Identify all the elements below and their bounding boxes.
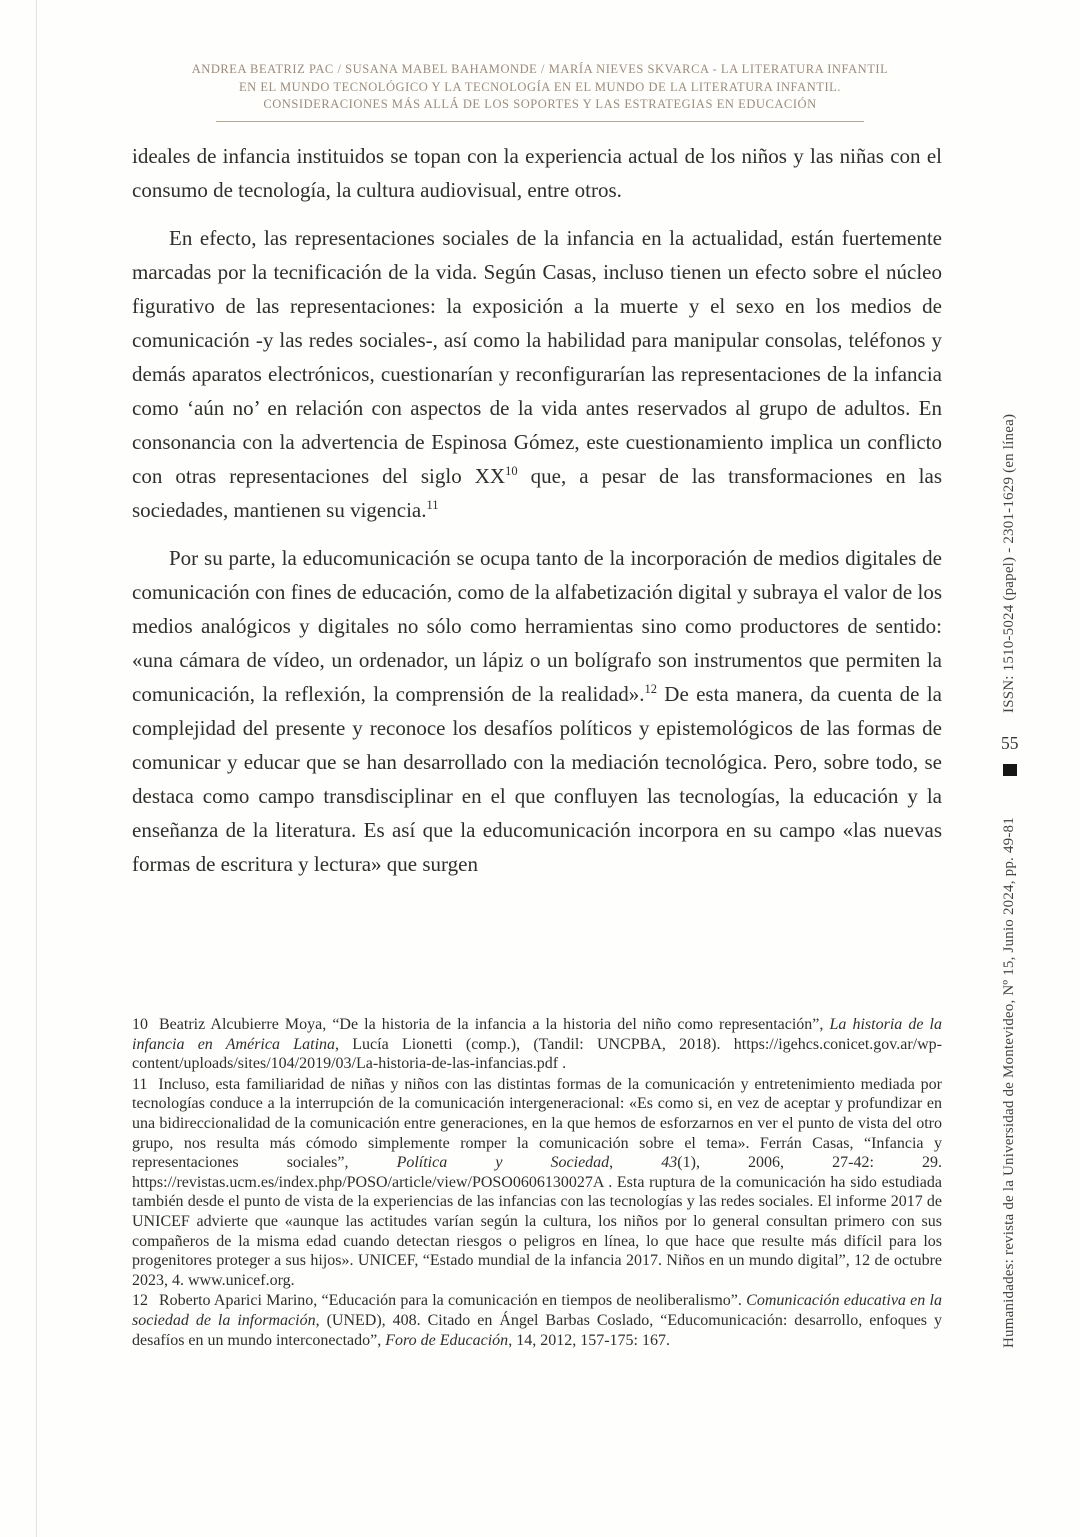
body-paragraph-2 bbox=[132, 221, 942, 527]
running-header bbox=[134, 61, 946, 122]
page-marker-square bbox=[1003, 764, 1017, 776]
footnotes-section bbox=[132, 1015, 942, 1350]
footnote-number: 12 bbox=[132, 1292, 148, 1310]
footnote-italic-title: La historia de la infancia en América Latina bbox=[132, 1016, 943, 1053]
paragraph-text: Por su parte, la educomunicación se ocupa tanto de la incorporación de medios digitales de comunicación con fines de educación, como de la alfabetización digital y subraya el valor de los medios analógicos y digitales no sólo como herramientas sino como productores de sentido: «una cámara de vídeo, un ordenador, un lápiz o un bolígrafo son instrumentos que permiten la comunicación, la reflexión, la comprensión de la realidad». bbox=[132, 546, 942, 706]
header-divider-rule bbox=[216, 121, 864, 122]
footnote-text: , 14, 2012, 157-175: 167. bbox=[508, 1331, 670, 1349]
footnote-ref-12: 12 bbox=[644, 682, 657, 696]
scan-edge-line bbox=[36, 0, 37, 1537]
running-header-line3: CONSIDERACIONES MÁS ALLÁ DE LOS SOPORTES Y LAS ESTRATEGIAS EN EDUCACIÓN bbox=[263, 97, 817, 111]
paragraph-text: que, a pesar de las transformaciones en las sociedades, mantienen su vigencia. bbox=[132, 464, 942, 522]
footnote-italic-title: Política y Sociedad bbox=[396, 1154, 610, 1172]
footnote-number: 11 bbox=[132, 1075, 148, 1093]
footnote-10 bbox=[132, 1015, 942, 1074]
footnote-italic-title: Comunicación educativa en la sociedad de la información bbox=[132, 1292, 942, 1329]
footnote-number: 10 bbox=[132, 1016, 148, 1033]
paragraph-text: En efecto, las representaciones sociales de la infancia en la actualidad, están fuertemente marcadas por la tecnificación de la vida. Según Casas, incluso tienen un efecto sobre el núcleo figurativo de las representaciones: la exposición a la muerte y el sexo en los medios de comunicación -y las redes sociales-, así como la habilidad para manipular consolas, teléfonos y demás aparatos electrónicos, cuestionarían y reconfigurarían las representaciones de la infancia como ‘aún no’ en relación con aspectos de la vida antes reservados al grupo de adultos. En consonancia con la advertencia de Espinosa Gómez, este cuestionamiento implica un conflicto con otras representaciones del siglo XX bbox=[132, 226, 942, 488]
journal-vertical-text: Humanidades: revista de la Universidad de Montevideo, Nº 15, Junio 2024, pp. 49-81 bbox=[1001, 817, 1017, 1348]
running-header-line1: ANDREA BEATRIZ PAC / SUSANA MABEL BAHAMONDE / MARÍA NIEVES SKVARCA - LA LITERATURA INFANTIL bbox=[191, 62, 889, 76]
footnote-text: (1), 2006, 27-42: 29. https://revistas.ucm.es/index.php/POSO/article/view/POSO0606130027A . Esta ruptura de la comunicación ha sido estudiada también desde el punto de vista de la experiencias de las infancias con las tecnologías y las redes sociales. El informe 2017 de UNICEF advierte que «aunque las actitudes varían según la cultura, los niños por lo general consultan primero con sus compañeros de la misma edad cuando detectan riesgos o peligros en línea, lo que hace que resulte más difícil para los progenitores proteger a sus hijos». UNICEF, “Estado mundial de la infancia 2017. Niños en un mundo digital”, 12 de octubre 2023, 4. www.unicef.org. bbox=[132, 1154, 943, 1289]
footnote-text: , Lucía Lionetti (comp.), (Tandil: UNCPBA, 2018). https://igehcs.conicet.gov.ar/wp-content/uploads/sites/104/2019/03/La-historia-de-las-infancias.pdf . bbox=[132, 1035, 942, 1073]
footnote-ref-11: 11 bbox=[426, 498, 439, 512]
footnote-text: Incluso, esta familiaridad de niñas y niños con las distintas formas de la comunicación y entretenimiento mediada por tecnologías conduce a la interrupción de la comunicación intergeneracional: «Es como si, en vez de aceptar y profundizar en una bidireccionalidad de la comunicación entre generaciones, en la que hemos de esforzarnos en ver el punto de vista del otro grupo, nos resulta más cómodo simplemente romper la comunicación sobre el tema». Ferrán Casas, “Infancia y representaciones sociales”, bbox=[132, 1075, 942, 1172]
footnote-text: Beatriz Alcubierre Moya, “De la historia de la infancia a la historia del niño como representación”, bbox=[159, 1016, 830, 1033]
footnote-italic-title: Foro de Educación bbox=[385, 1331, 509, 1349]
footnote-text: , bbox=[609, 1154, 662, 1172]
body-paragraph-3 bbox=[132, 541, 942, 881]
running-header-line2: EN EL MUNDO TECNOLÓGICO Y LA TECNOLOGÍA EN EL MUNDO DE LA LITERATURA INFANTIL. bbox=[238, 79, 842, 94]
footnote-11 bbox=[132, 1075, 942, 1291]
footnote-ref-10: 10 bbox=[505, 464, 518, 478]
issn-vertical-text: ISSN: 1510-5024 (papel) - 2301-1629 (en línea) bbox=[1001, 413, 1017, 713]
paragraph-text: De esta manera, da cuenta de la complejidad del presente y reconoce los desafíos políticos y epistemológicos de las formas de comunicar y educar que se han desarrollado con la mediación tecnológica. Pero, sobre todo, se destaca como campo transdisciplinar en el que confluyen las tecnologías, la educación y la enseñanza de la literatura. Es así que la educomunicación incorpora en su campo «las nuevas formas de escritura y lectura» que surgen bbox=[132, 682, 942, 876]
footnote-text: Roberto Aparici Marino, “Educación para la comunicación en tiempos de neoliberalismo”. bbox=[159, 1292, 747, 1310]
footnote-12 bbox=[132, 1291, 942, 1350]
footnote-italic-volume: 43 bbox=[661, 1154, 678, 1172]
article-body bbox=[132, 139, 942, 881]
body-paragraph-1: ideales de infancia instituidos se topan con la experiencia actual de los niños y las niñas con el consumo de tecnología, la cultura audiovisual, entre otros. bbox=[132, 144, 942, 202]
footnote-text: , (UNED), 408. Citado en Ángel Barbas Coslado, “Educomunicación: desarrollo, enfoques y desafíos en un mundo interconectado”, bbox=[132, 1311, 943, 1349]
page-number: 55 bbox=[1001, 733, 1019, 753]
